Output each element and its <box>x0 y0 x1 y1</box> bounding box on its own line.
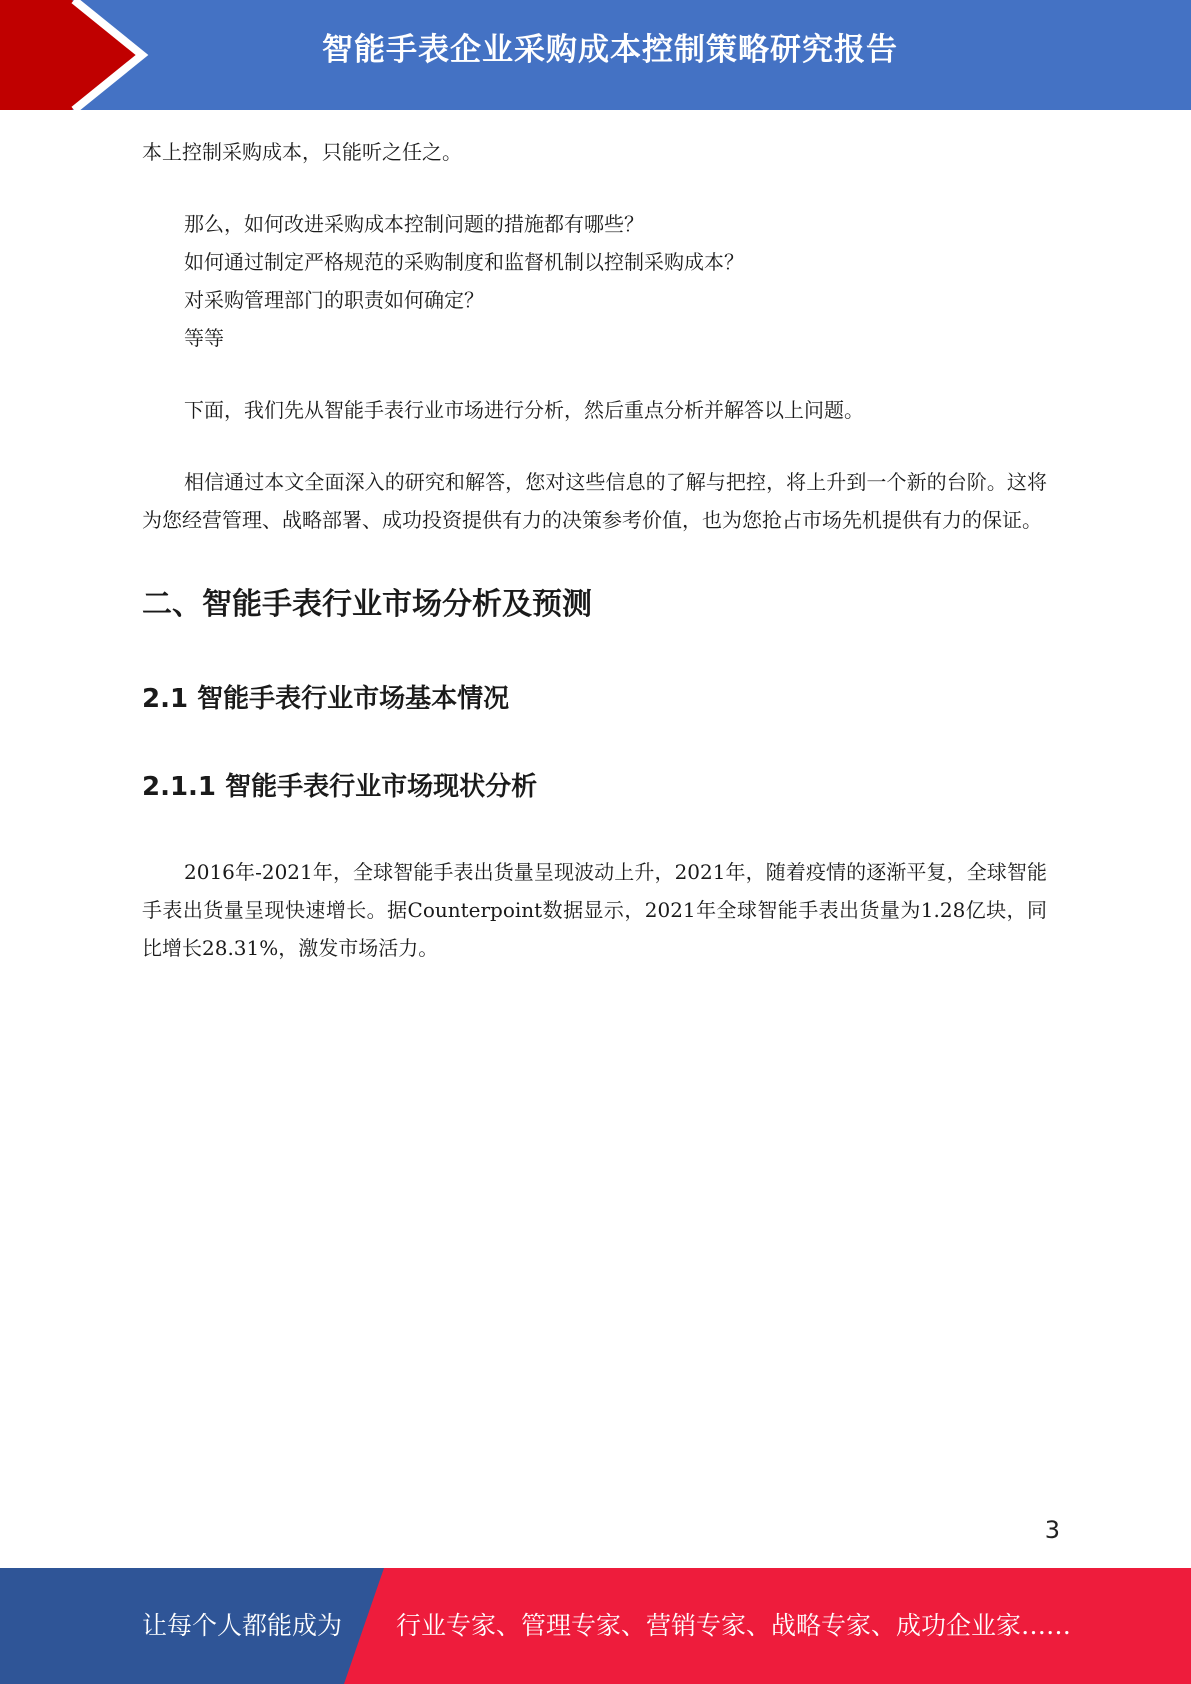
paragraph-next-steps: 下面，我们先从智能手表行业市场进行分析，然后重点分析并解答以上问题。 <box>184 398 864 422</box>
question-item: 那么，如何改进采购成本控制问题的措施都有哪些？ <box>184 212 644 236</box>
subsection-heading: 2.1 智能手表行业市场基本情况 <box>142 684 510 714</box>
paragraph-market-status: 2016年-2021年，全球智能手表出货量呈现波动上升，2021年，随着疫情的逐渐平复，全球智能手表出货量呈现快速增长。据Counterpoint数据显示，2021年全球智能手表出货量为1.28亿块，同比增长28.31%，激发市场活力。 <box>142 860 1047 960</box>
chevron-arrow-icon <box>0 0 160 110</box>
footer-slogan-left: 让每个人都能成为 <box>142 1611 343 1640</box>
question-list <box>142 205 1047 357</box>
footer-slogan-right: 行业专家、管理专家、营销专家、战略专家、成功企业家…… <box>396 1611 1072 1640</box>
document-body <box>142 133 1047 967</box>
report-title: 智能手表企业采购成本控制策略研究报告 <box>322 32 898 68</box>
paragraph-continuation: 本上控制采购成本，只能听之任之。 <box>142 140 462 164</box>
question-item: 如何通过制定严格规范的采购制度和监督机制以控制采购成本？ <box>184 250 744 274</box>
question-item: 等等 <box>184 326 224 350</box>
page-number: 3 <box>1044 1516 1060 1544</box>
footer-banner <box>0 1568 1191 1684</box>
question-item: 对采购管理部门的职责如何确定？ <box>184 288 484 312</box>
paragraph-value-statement: 相信通过本文全面深入的研究和解答，您对这些信息的了解与把控，将上升到一个新的台阶。这将为您经营管理、战略部署、成功投资提供有力的决策参考价值，也为您抢占市场先机提供有力的保证。 <box>142 470 1047 532</box>
section-heading: 二、智能手表行业市场分析及预测 <box>142 587 592 622</box>
subsubsection-heading: 2.1.1 智能手表行业市场现状分析 <box>142 772 538 802</box>
header-banner <box>0 0 1191 110</box>
